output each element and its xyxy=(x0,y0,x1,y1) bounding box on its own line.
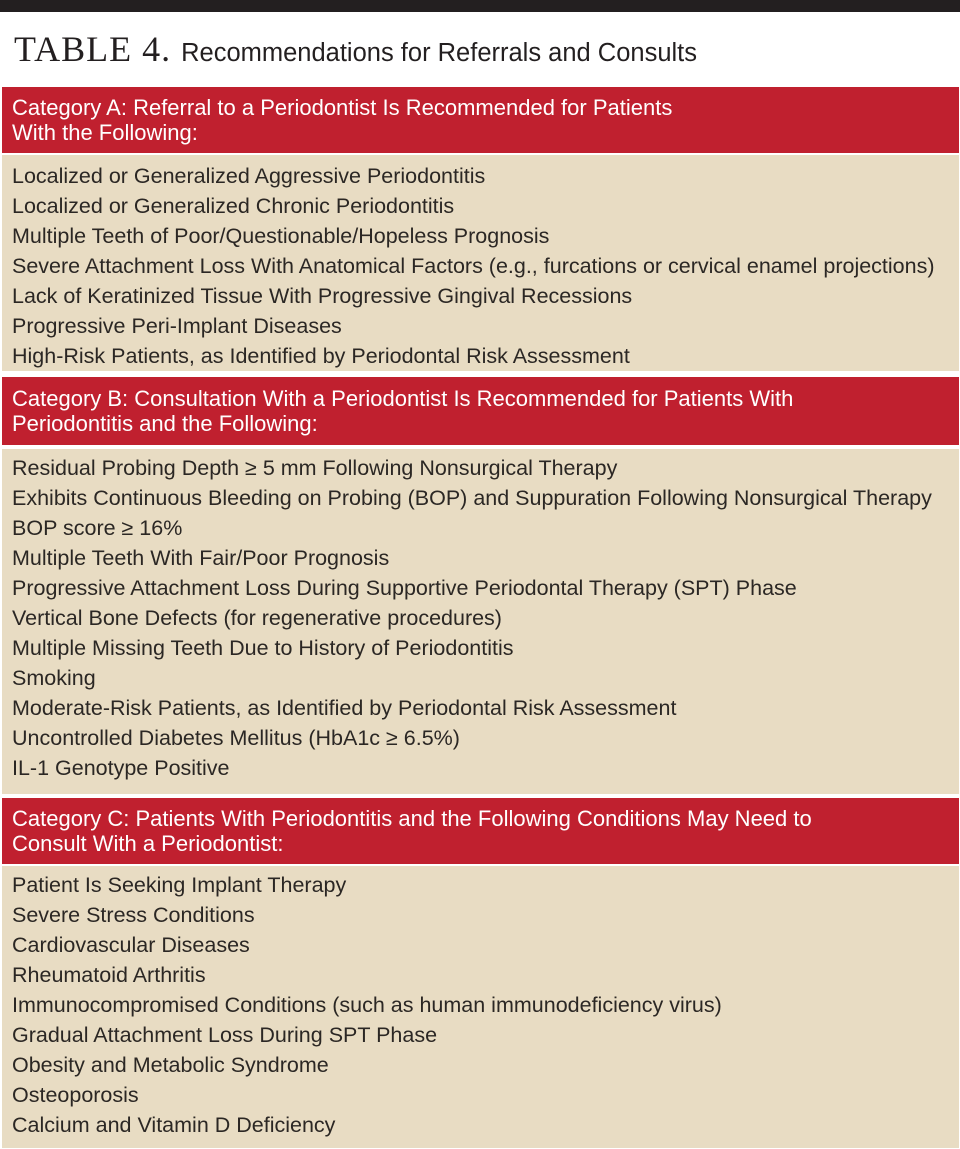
table-number: TABLE 4. xyxy=(14,29,172,69)
list-item: IL-1 Genotype Positive xyxy=(12,756,230,780)
list-item: Residual Probing Depth ≥ 5 mm Following Nonsurgical Therapy xyxy=(12,456,618,480)
list-item: Calcium and Vitamin D Deficiency xyxy=(12,1113,336,1137)
category-a-title: Category A: Referral to a Periodontist Is Recommended for Patients With the Following: xyxy=(12,95,673,145)
list-item: Exhibits Continuous Bleeding on Probing (BOP) and Suppuration Following Nonsurgical Therapy xyxy=(12,486,932,510)
table-title xyxy=(14,28,697,76)
list-item: Localized or Generalized Aggressive Periodontitis xyxy=(12,164,486,188)
list-item: Lack of Keratinized Tissue With Progressive Gingival Recessions xyxy=(12,284,633,308)
list-item: Progressive Attachment Loss During Supportive Periodontal Therapy (SPT) Phase xyxy=(12,576,797,600)
list-item: Severe Stress Conditions xyxy=(12,903,255,927)
category-c-list xyxy=(2,866,959,1148)
category-a-header xyxy=(2,87,959,153)
table-caption: Recommendations for Referrals and Consults xyxy=(181,39,698,67)
category-a-list xyxy=(2,155,959,371)
list-item: Multiple Teeth of Poor/Questionable/Hopeless Prognosis xyxy=(12,224,550,248)
list-item: Rheumatoid Arthritis xyxy=(12,963,206,987)
category-b-list xyxy=(2,449,959,794)
top-rule xyxy=(0,0,960,12)
category-b-title: Category B: Consultation With a Periodontist Is Recommended for Patients With Periodontitis and the Following: xyxy=(12,386,794,436)
list-item: Obesity and Metabolic Syndrome xyxy=(12,1053,329,1077)
list-item: Patient Is Seeking Implant Therapy xyxy=(12,873,347,897)
list-item: Vertical Bone Defects (for regenerative procedures) xyxy=(12,606,502,630)
list-item: Multiple Missing Teeth Due to History of Periodontitis xyxy=(12,636,514,660)
list-item: Localized or Generalized Chronic Periodontitis xyxy=(12,194,455,218)
category-c-header xyxy=(2,798,959,864)
category-b-header xyxy=(2,377,959,445)
list-item: Smoking xyxy=(12,666,96,690)
list-item: Severe Attachment Loss With Anatomical Factors (e.g., furcations or cervical enamel projections) xyxy=(12,254,935,278)
list-item: High-Risk Patients, as Identified by Periodontal Risk Assessment xyxy=(12,344,630,368)
list-item: Cardiovascular Diseases xyxy=(12,933,250,957)
list-item: Moderate-Risk Patients, as Identified by Periodontal Risk Assessment xyxy=(12,696,677,720)
list-item: Progressive Peri-Implant Diseases xyxy=(12,314,342,338)
list-item: Immunocompromised Conditions (such as human immunodeficiency virus) xyxy=(12,993,722,1017)
list-item: BOP score ≥ 16% xyxy=(12,516,183,540)
category-c-title: Category C: Patients With Periodontitis and the Following Conditions May Need to Consult With a Periodontist: xyxy=(12,806,812,856)
list-item: Gradual Attachment Loss During SPT Phase xyxy=(12,1023,438,1047)
list-item: Osteoporosis xyxy=(12,1083,139,1107)
list-item: Multiple Teeth With Fair/Poor Prognosis xyxy=(12,546,390,570)
list-item: Uncontrolled Diabetes Mellitus (HbA1c ≥ 6.5%) xyxy=(12,726,460,750)
